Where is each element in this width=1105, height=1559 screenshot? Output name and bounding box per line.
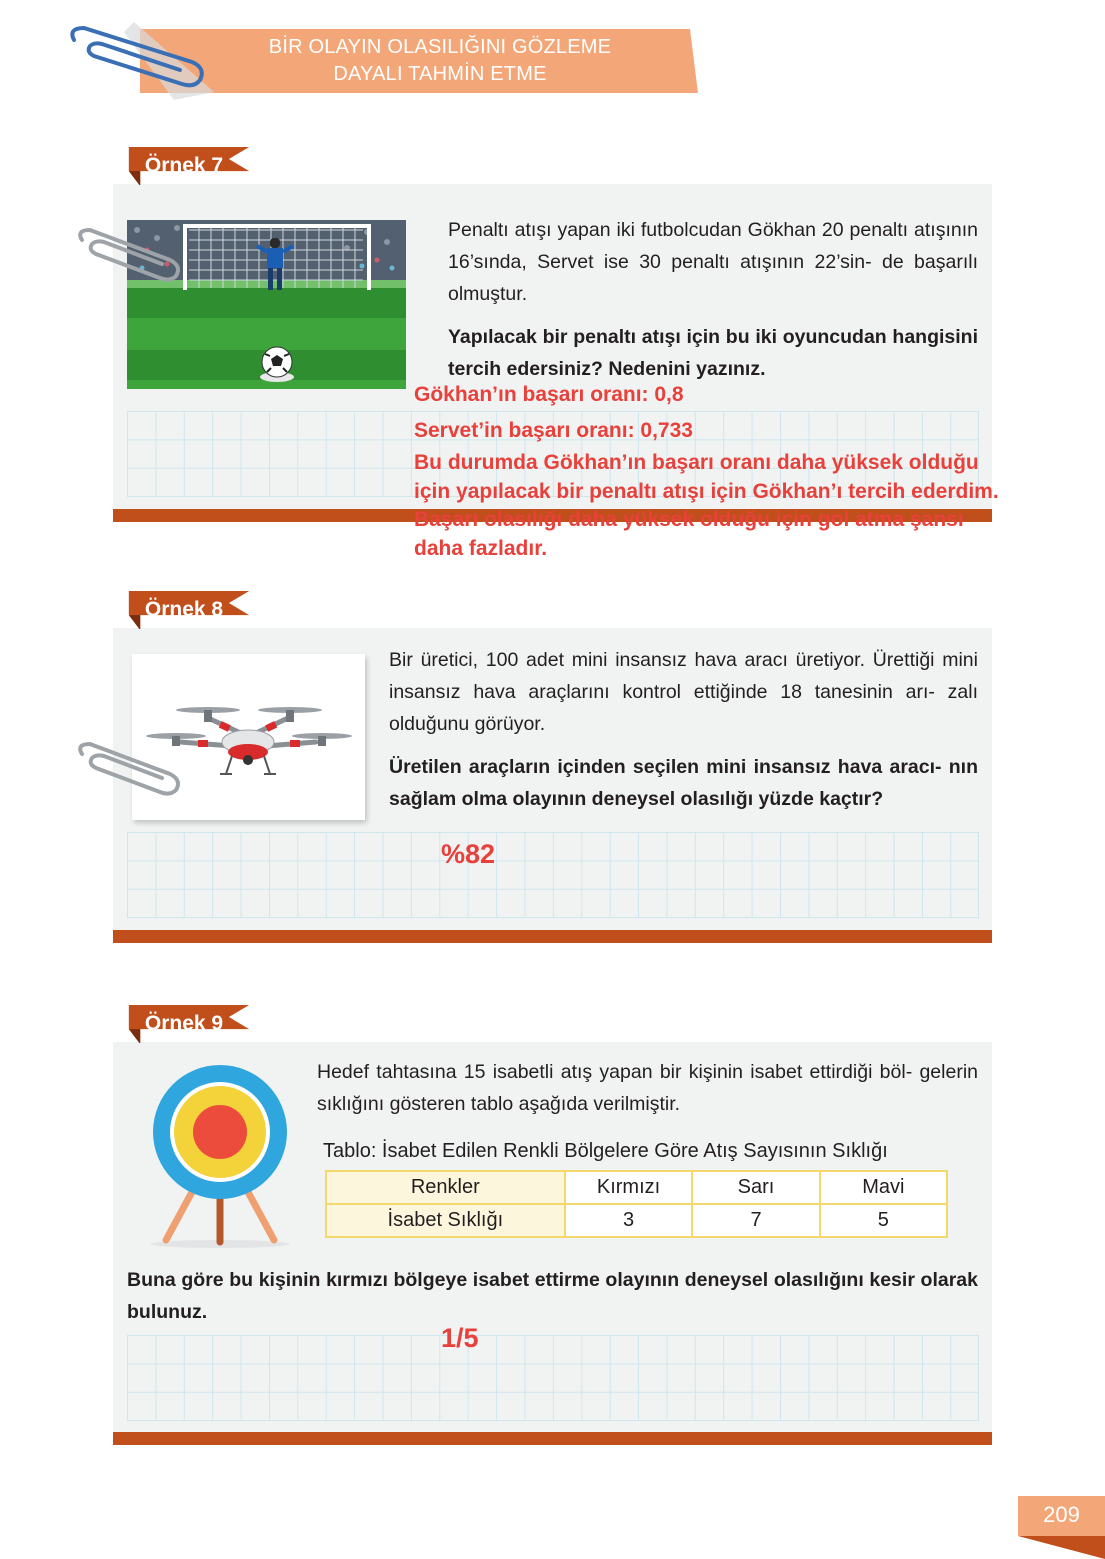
table-row	[326, 1204, 947, 1237]
table-cell: 7	[692, 1204, 819, 1237]
example8-text: Bir üretici, 100 adet mini insansız hava aracı üretiyor. Ürettiği mini insansız hava araçlarını kontrol ettiğinde 18 tanesinin arı- zalı olduğunu görüyor.	[389, 649, 978, 735]
example7-answer-line1: Gökhan’ın başarı oranı: 0,8	[414, 383, 684, 406]
paperclip-icon	[74, 226, 184, 286]
example9-text: Hedef tahtasına 15 isabetli atış yapan bir kişinin isabet ettirdiği böl- gelerin sıklığını gösteren tablo aşağıda verilmiştir.	[317, 1061, 978, 1115]
table-header-row	[326, 1171, 947, 1204]
example8-label: Örnek 8	[144, 598, 224, 621]
example9-answer-grid	[127, 1335, 979, 1421]
paperclip-icon	[74, 740, 184, 800]
example7-answer-line2: Servet’in başarı oranı: 0,733	[414, 419, 693, 442]
table-header-cell: Renkler	[326, 1171, 565, 1204]
example7-answer-line4: için yapılacak bir penaltı atışı için Gökhan’ı tercih ederdim.	[414, 480, 999, 503]
page-number-tail	[1018, 1536, 1105, 1559]
table-cell: 5	[820, 1204, 947, 1237]
example9-answer: 1/5	[441, 1323, 479, 1353]
header-title-line1: BİR OLAYIN OLASILIĞINI GÖZLEME	[268, 36, 612, 58]
table-header-cell: Kırmızı	[565, 1171, 693, 1204]
example9-bottom-bar	[113, 1432, 992, 1445]
example8-answer-grid	[127, 832, 979, 918]
example7-text: Penaltı atışı yapan iki futbolcudan Gökhan 20 penaltı atışının 16’sında, Servet ise 30 penaltı atışının 22’sin- de başarılı olmuştur.	[448, 219, 978, 305]
example7-answer-line6: daha fazladır.	[414, 537, 548, 560]
table-header-cell: Mavi	[820, 1171, 947, 1204]
page-header-title	[180, 34, 700, 88]
example8-answer: %82	[441, 839, 496, 869]
example9-question: Buna göre bu kişinin kırmızı bölgeye isabet ettirme olayının deneysel olasılığını kesir olarak bulunuz.	[127, 1269, 978, 1323]
table-header-cell: Sarı	[692, 1171, 819, 1204]
table-cell: 3	[565, 1204, 693, 1237]
example8-question: Üretilen araçların içinden seçilen mini insansız hava aracı- nın sağlam olma olayının deneysel olasılığı yüzde kaçtır?	[389, 756, 978, 810]
table-caption: Tablo: İsabet Edilen Renkli Bölgelere Göre Atış Sayısının Sıklığı	[323, 1140, 888, 1162]
header-title-line2: DAYALI TAHMİN ETME	[333, 63, 547, 85]
frequency-table	[325, 1170, 948, 1238]
example8-bottom-bar	[113, 930, 992, 943]
example7-label: Örnek 7	[144, 154, 224, 177]
table-cell: İsabet Sıklığı	[326, 1204, 565, 1237]
page-number: 209	[1018, 1496, 1105, 1536]
example7-answer-line5: Başarı olasılığı daha yüksek olduğu için gol atma şansı	[414, 508, 964, 531]
example9-label: Örnek 9	[144, 1012, 224, 1035]
example7-question: Yapılacak bir penaltı atışı için bu iki oyuncudan hangisini tercih edersiniz? Nedenini yazınız.	[448, 326, 978, 380]
target-board-image	[144, 1064, 294, 1249]
example7-answer-line3: Bu durumda Gökhan’ın başarı oranı daha yüksek olduğu	[414, 451, 979, 474]
